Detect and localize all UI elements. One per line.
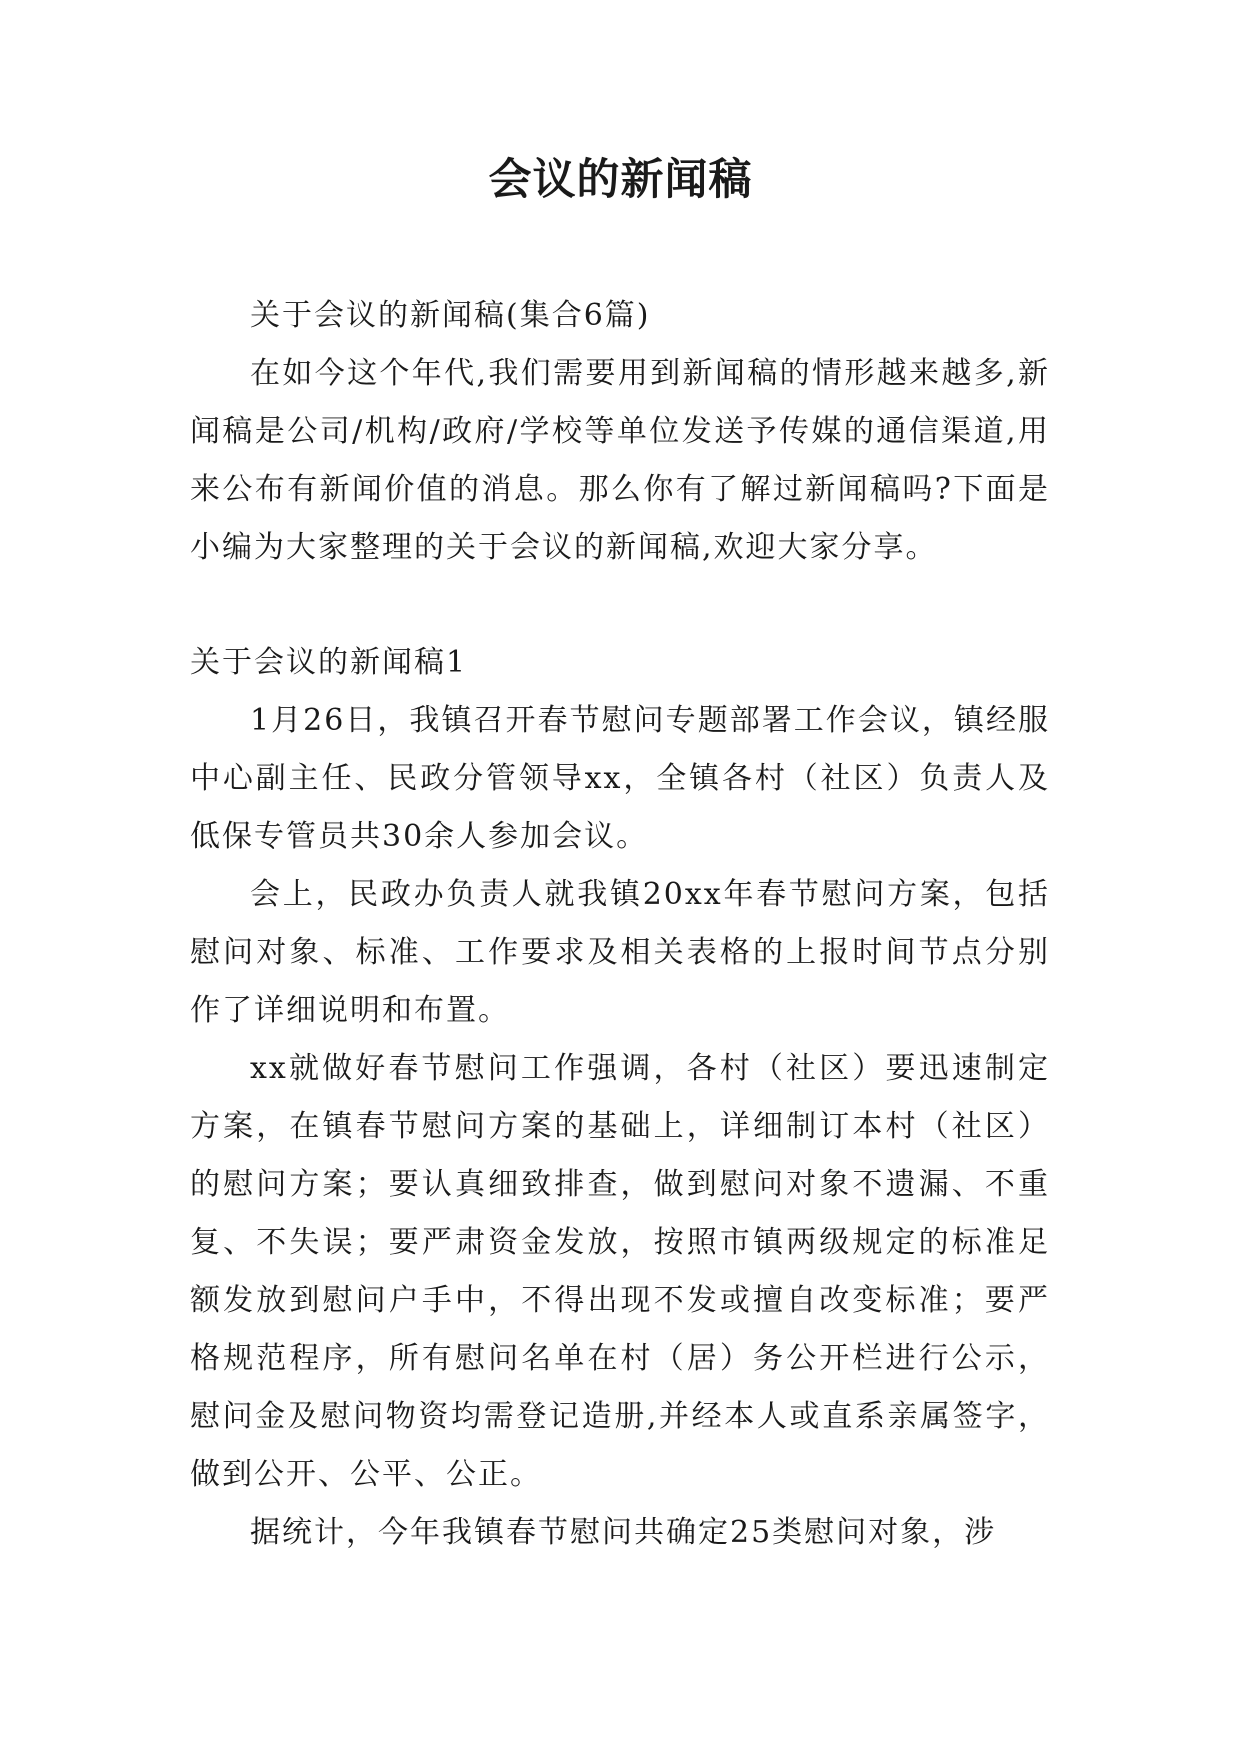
document-title: 会议的新闻稿	[488, 155, 753, 205]
article-1-paragraph: 据统计，今年我镇春节慰问共确定25类慰问对象，涉	[250, 1515, 997, 1550]
intro-subtitle: 关于会议的新闻稿(集合6篇)	[250, 298, 651, 333]
intro-section	[190, 287, 1050, 577]
article-1-paragraph: 1月26日，我镇召开春节慰问专题部署工作会议，镇经服中心副主任、民政分管领导xx，全镇各村（社区）负责人及低保专管员共30余人参加会议。	[190, 703, 1050, 854]
article-1-heading: 关于会议的新闻稿1	[190, 645, 468, 680]
intro-paragraph: 在如今这个年代,我们需要用到新闻稿的情形越来越多,新闻稿是公司/机构/政府/学校等单位发送予传媒的通信渠道,用来公布有新闻价值的消息。那么你有了解过新闻稿吗?下面是小编为大家整理的关于会议的新闻稿,欢迎大家分享。	[190, 356, 1050, 565]
article-1-paragraph: 会上，民政办负责人就我镇20xx年春节慰问方案，包括慰问对象、标准、工作要求及相关表格的上报时间节点分别作了详细说明和布置。	[190, 877, 1050, 1028]
article-1-section	[190, 634, 1050, 1562]
article-1-paragraph: xx就做好春节慰问工作强调，各村（社区）要迅速制定方案，在镇春节慰问方案的基础上，详细制订本村（社区）的慰问方案；要认真细致排查，做到慰问对象不遗漏、不重复、不失误；要严肃资金发放，按照市镇两级规定的标准足额发放到慰问户手中，不得出现不发或擅自改变标准；要严格规范程序，所有慰问名单在村（居）务公开栏进行公示，慰问金及慰问物资均需登记造册,并经本人或直系亲属签字，做到公开、公平、公正。	[190, 1051, 1050, 1492]
